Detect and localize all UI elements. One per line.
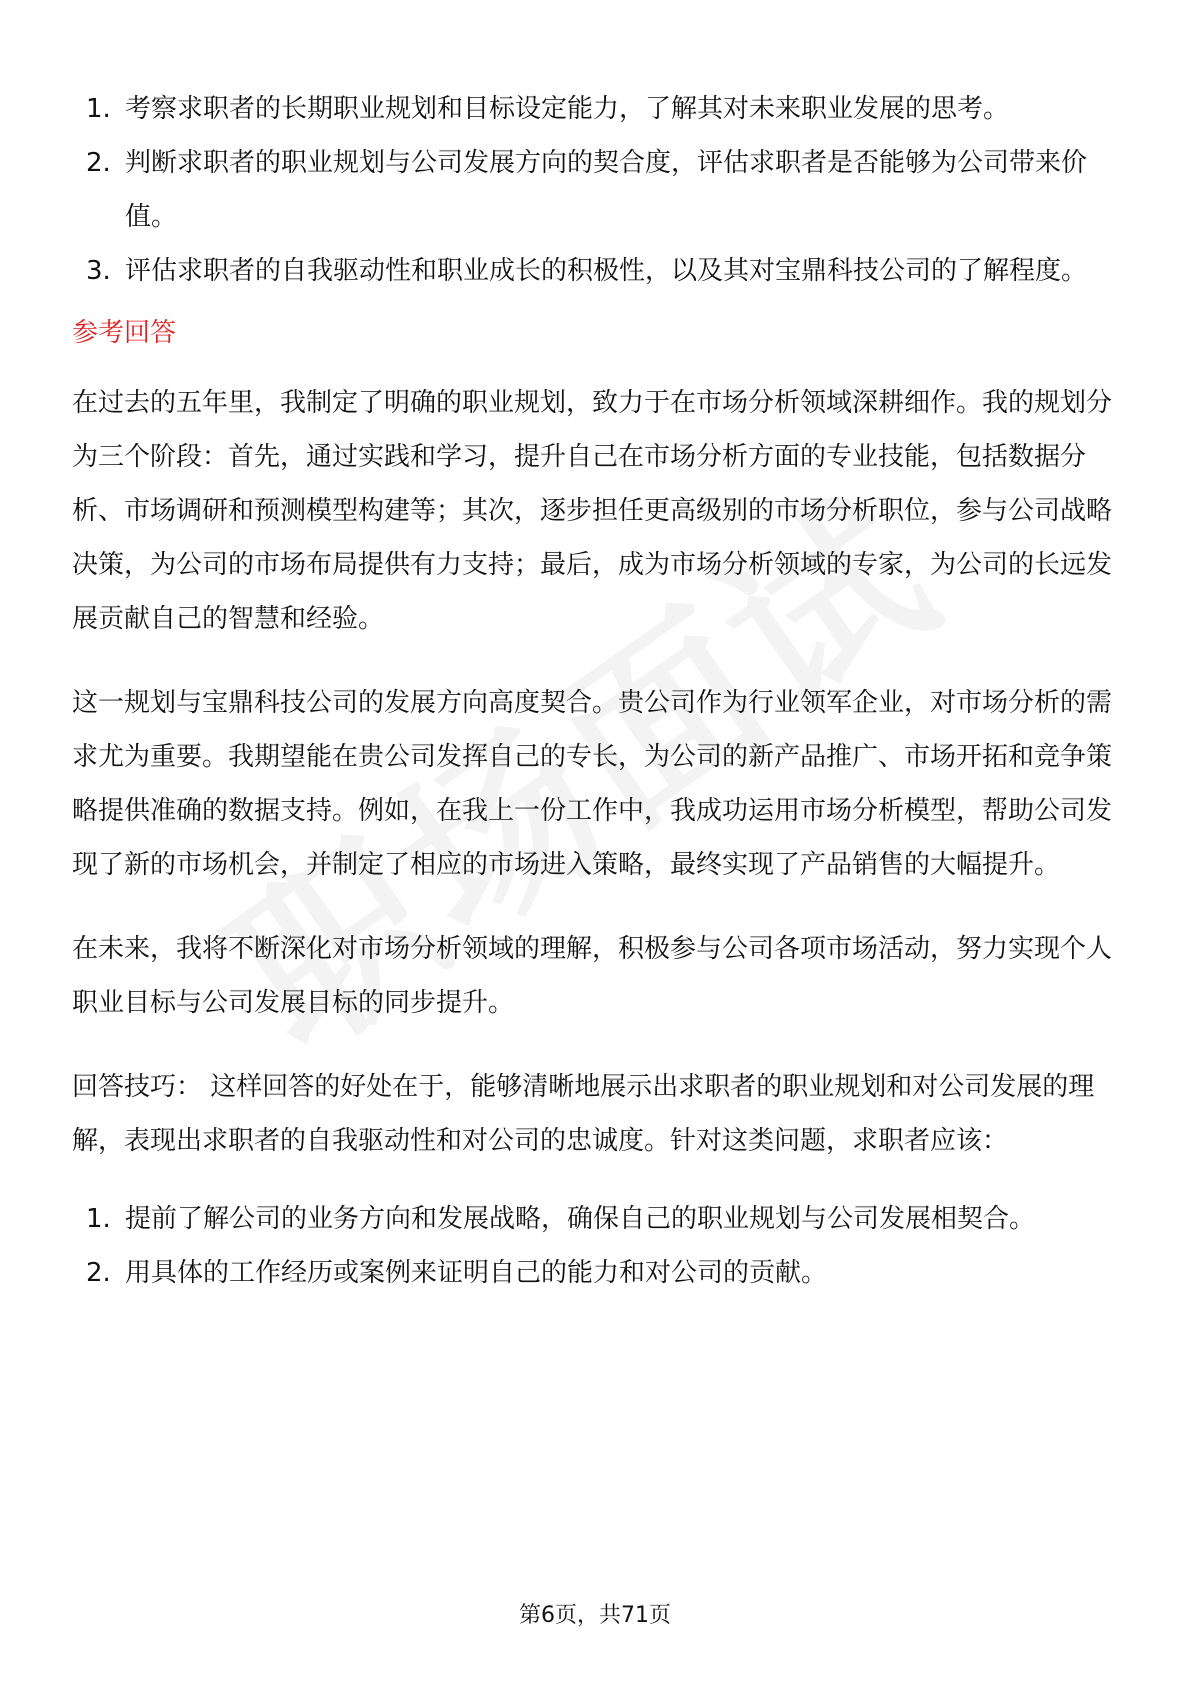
intro-list bbox=[72, 82, 1122, 298]
list-item-text: 提前了解公司的业务方向和发展战略，确保自己的职业规划与公司发展相契合。 bbox=[125, 1204, 1036, 1234]
answer-paragraph: 这一规划与宝鼎科技公司的发展方向高度契合。贵公司作为行业领军企业，对市场分析的需求尤为重要。我期望能在贵公司发挥自己的专长，为公司的新产品推广、市场开拓和竞争策略提供准确的数据支持。例如，在我上一份工作中，我成功运用市场分析模型，帮助公司发现了新的市场机会，并制定了相应的市场进入策略，最终实现了产品销售的大幅提升。 bbox=[72, 688, 1113, 880]
list-number: 2. bbox=[86, 148, 111, 178]
list-item bbox=[72, 1192, 1122, 1246]
tips-list bbox=[72, 1192, 1122, 1300]
list-item bbox=[72, 244, 1122, 298]
page-content bbox=[72, 82, 1122, 1300]
list-item bbox=[72, 82, 1122, 136]
answer-paragraph: 在过去的五年里，我制定了明确的职业规划，致力于在市场分析领域深耕细作。我的规划分为三个阶段：首先，通过实践和学习，提升自己在市场分析方面的专业技能，包括数据分析、市场调研和预测模型构建等；其次，逐步担任更高级别的市场分析职位，参与公司战略决策，为公司的市场布局提供有力支持；最后，成为市场分析领域的专家，为公司的长远发展贡献自己的智慧和经验。 bbox=[72, 388, 1113, 634]
list-number: 1. bbox=[86, 94, 111, 124]
list-item bbox=[72, 1246, 1122, 1300]
list-number: 3. bbox=[86, 256, 111, 286]
reference-answer-heading: 参考回答 bbox=[72, 318, 177, 348]
list-item-text: 判断求职者的职业规划与公司发展方向的契合度，评估求职者是否能够为公司带来价值。 bbox=[125, 148, 1088, 232]
list-number: 1. bbox=[86, 1204, 111, 1234]
list-item-text: 考察求职者的长期职业规划和目标设定能力，了解其对未来职业发展的思考。 bbox=[125, 94, 1010, 124]
list-item bbox=[72, 136, 1122, 244]
page-number-footer: 第6页，共71页 bbox=[519, 1603, 671, 1628]
list-item-text: 用具体的工作经历或案例来证明自己的能力和对公司的贡献。 bbox=[125, 1258, 828, 1288]
answer-tips: 回答技巧： 这样回答的好处在于，能够清晰地展示出求职者的职业规划和对公司发展的理解，表现出求职者的自我驱动性和对公司的忠诚度。针对这类问题，求职者应该： bbox=[72, 1072, 1095, 1156]
list-number: 2. bbox=[86, 1258, 111, 1288]
answer-paragraph: 在未来，我将不断深化对市场分析领域的理解，积极参与公司各项市场活动，努力实现个人职业目标与公司发展目标的同步提升。 bbox=[72, 934, 1113, 1018]
list-item-text: 评估求职者的自我驱动性和职业成长的积极性，以及其对宝鼎科技公司的了解程度。 bbox=[125, 256, 1088, 286]
